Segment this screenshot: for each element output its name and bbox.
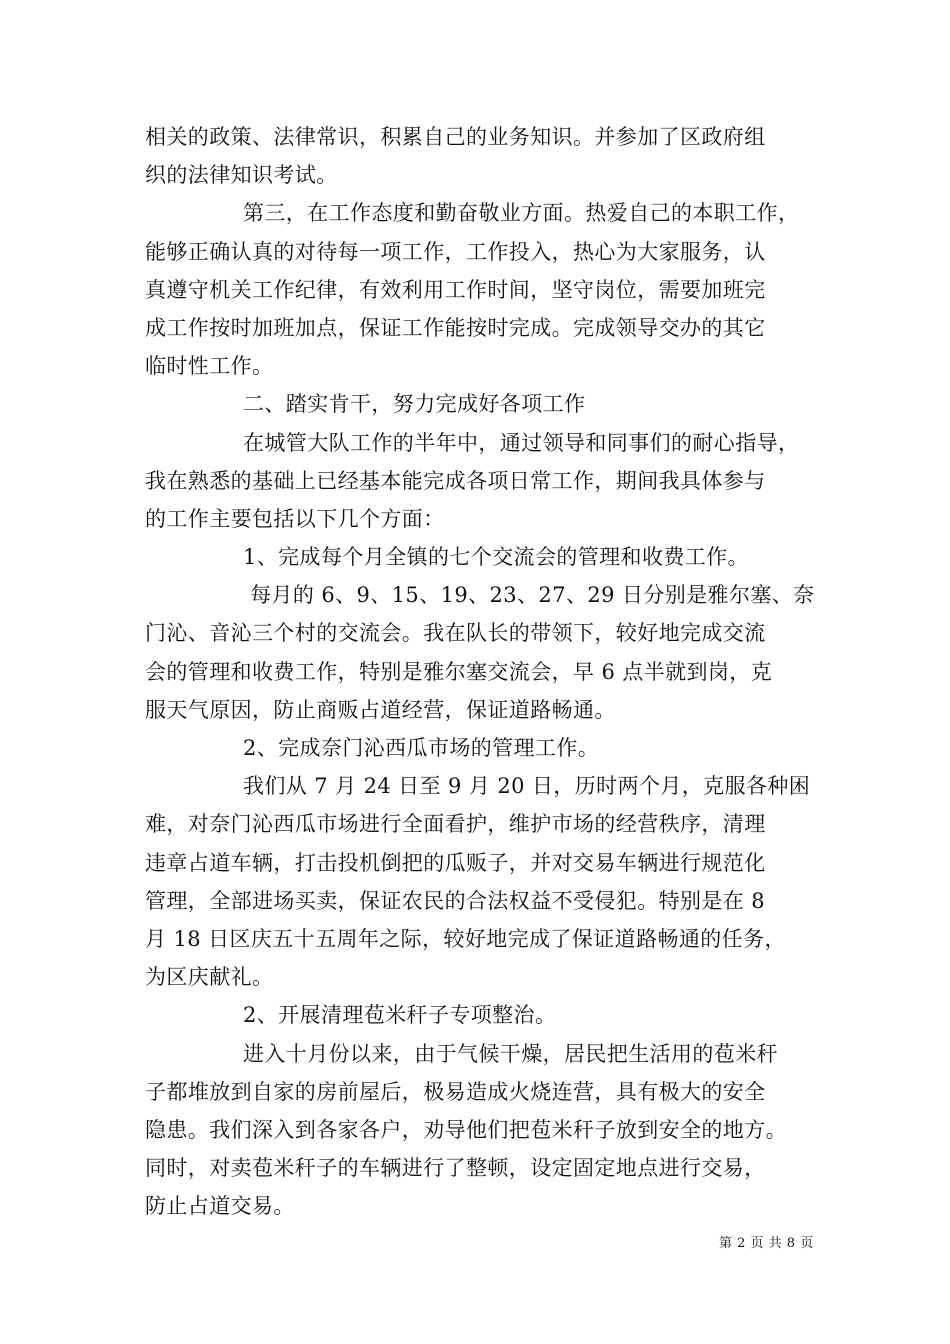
- text-line: 我在熟悉的基础上已经基本能完成各项日常工作，期间我具体参与: [145, 468, 766, 493]
- text-line: 成工作按时加班加点，保证工作能按时完成。完成领导交办的其它: [145, 315, 766, 340]
- text-line: 违章占道车辆，打击投机倒把的瓜贩子，并对交易车辆进行规范化: [145, 850, 766, 875]
- text-line: 为区庆献礼。: [145, 965, 274, 990]
- text-line: 隐患。我们深入到各家各户，劝导他们把苞米秆子放到安全的地方。: [145, 1117, 787, 1142]
- text-line: 的工作主要包括以下几个方面：: [145, 506, 445, 531]
- text-line: 服天气原因，防止商贩占道经营，保证道路畅通。: [145, 697, 616, 722]
- text-line: 会的管理和收费工作，特别是雅尔塞交流会，早 6 点半就到岗，克: [145, 659, 773, 684]
- text-line: 难，对奈门沁西瓜市场进行全面看护，维护市场的经营秩序，清理: [145, 812, 766, 837]
- text-line: 临时性工作。: [145, 354, 274, 379]
- paragraph-start-line: 第三，在工作态度和勤奋敬业方面。热爱自己的本职工作，: [243, 201, 800, 226]
- subsection-heading: 2、完成奈门沁西瓜市场的管理工作。: [243, 736, 600, 760]
- text-line: 管理，全部进场买卖，保证农民的合法权益不受侵犯。特别是在 8: [145, 888, 766, 913]
- text-line: 织的法律知识考试。: [145, 163, 338, 188]
- text-line: 门沁、音沁三个村的交流会。我在队长的带领下，较好地完成交流: [145, 621, 766, 646]
- paragraph-start-line: 我们从 7 月 24 日至 9 月 20 日，历时两个月，克服各种困: [243, 774, 811, 799]
- text-line: 能够正确认真的对待每一项工作，工作投入，热心为大家服务，认: [145, 239, 766, 264]
- section-heading: 二、踏实肯干，努力完成好各项工作: [243, 392, 586, 417]
- text-line: 相关的政策、法律常识，积累自己的业务知识。并参加了区政府组: [145, 125, 766, 149]
- subsection-heading: 2、开展清理苞米秆子专项整治。: [243, 1003, 557, 1028]
- text-line: 子都堆放到自家的房前屋后，极易造成火烧连营，具有极大的安全: [145, 1079, 766, 1104]
- text-line: 月 18 日区庆五十五周年之际，较好地完成了保证道路畅通的任务，: [145, 926, 786, 951]
- text-line: 防止占道交易。: [145, 1194, 295, 1219]
- paragraph-start-line: 进入十月份以来，由于气候干燥，居民把生活用的苞米秆: [243, 1041, 778, 1066]
- document-body: [145, 118, 825, 1225]
- text-line: 真遵守机关工作纪律，有效利用工作时间，坚守岗位，需要加班完: [145, 277, 766, 302]
- paragraph-start-line: 每月的 6、9、15、19、23、27、29 日分别是雅尔塞、奈: [243, 583, 815, 608]
- page-number-label: 第 2 页 共 8 页: [719, 1236, 814, 1251]
- text-line: 同时，对卖苞米秆子的车辆进行了整顿，设定固定地点进行交易，: [145, 1156, 766, 1181]
- subsection-heading: 1、完成每个月全镇的七个交流会的管理和收费工作。: [243, 545, 749, 570]
- paragraph-start-line: 在城管大队工作的半年中，通过领导和同事们的耐心指导，: [243, 430, 800, 455]
